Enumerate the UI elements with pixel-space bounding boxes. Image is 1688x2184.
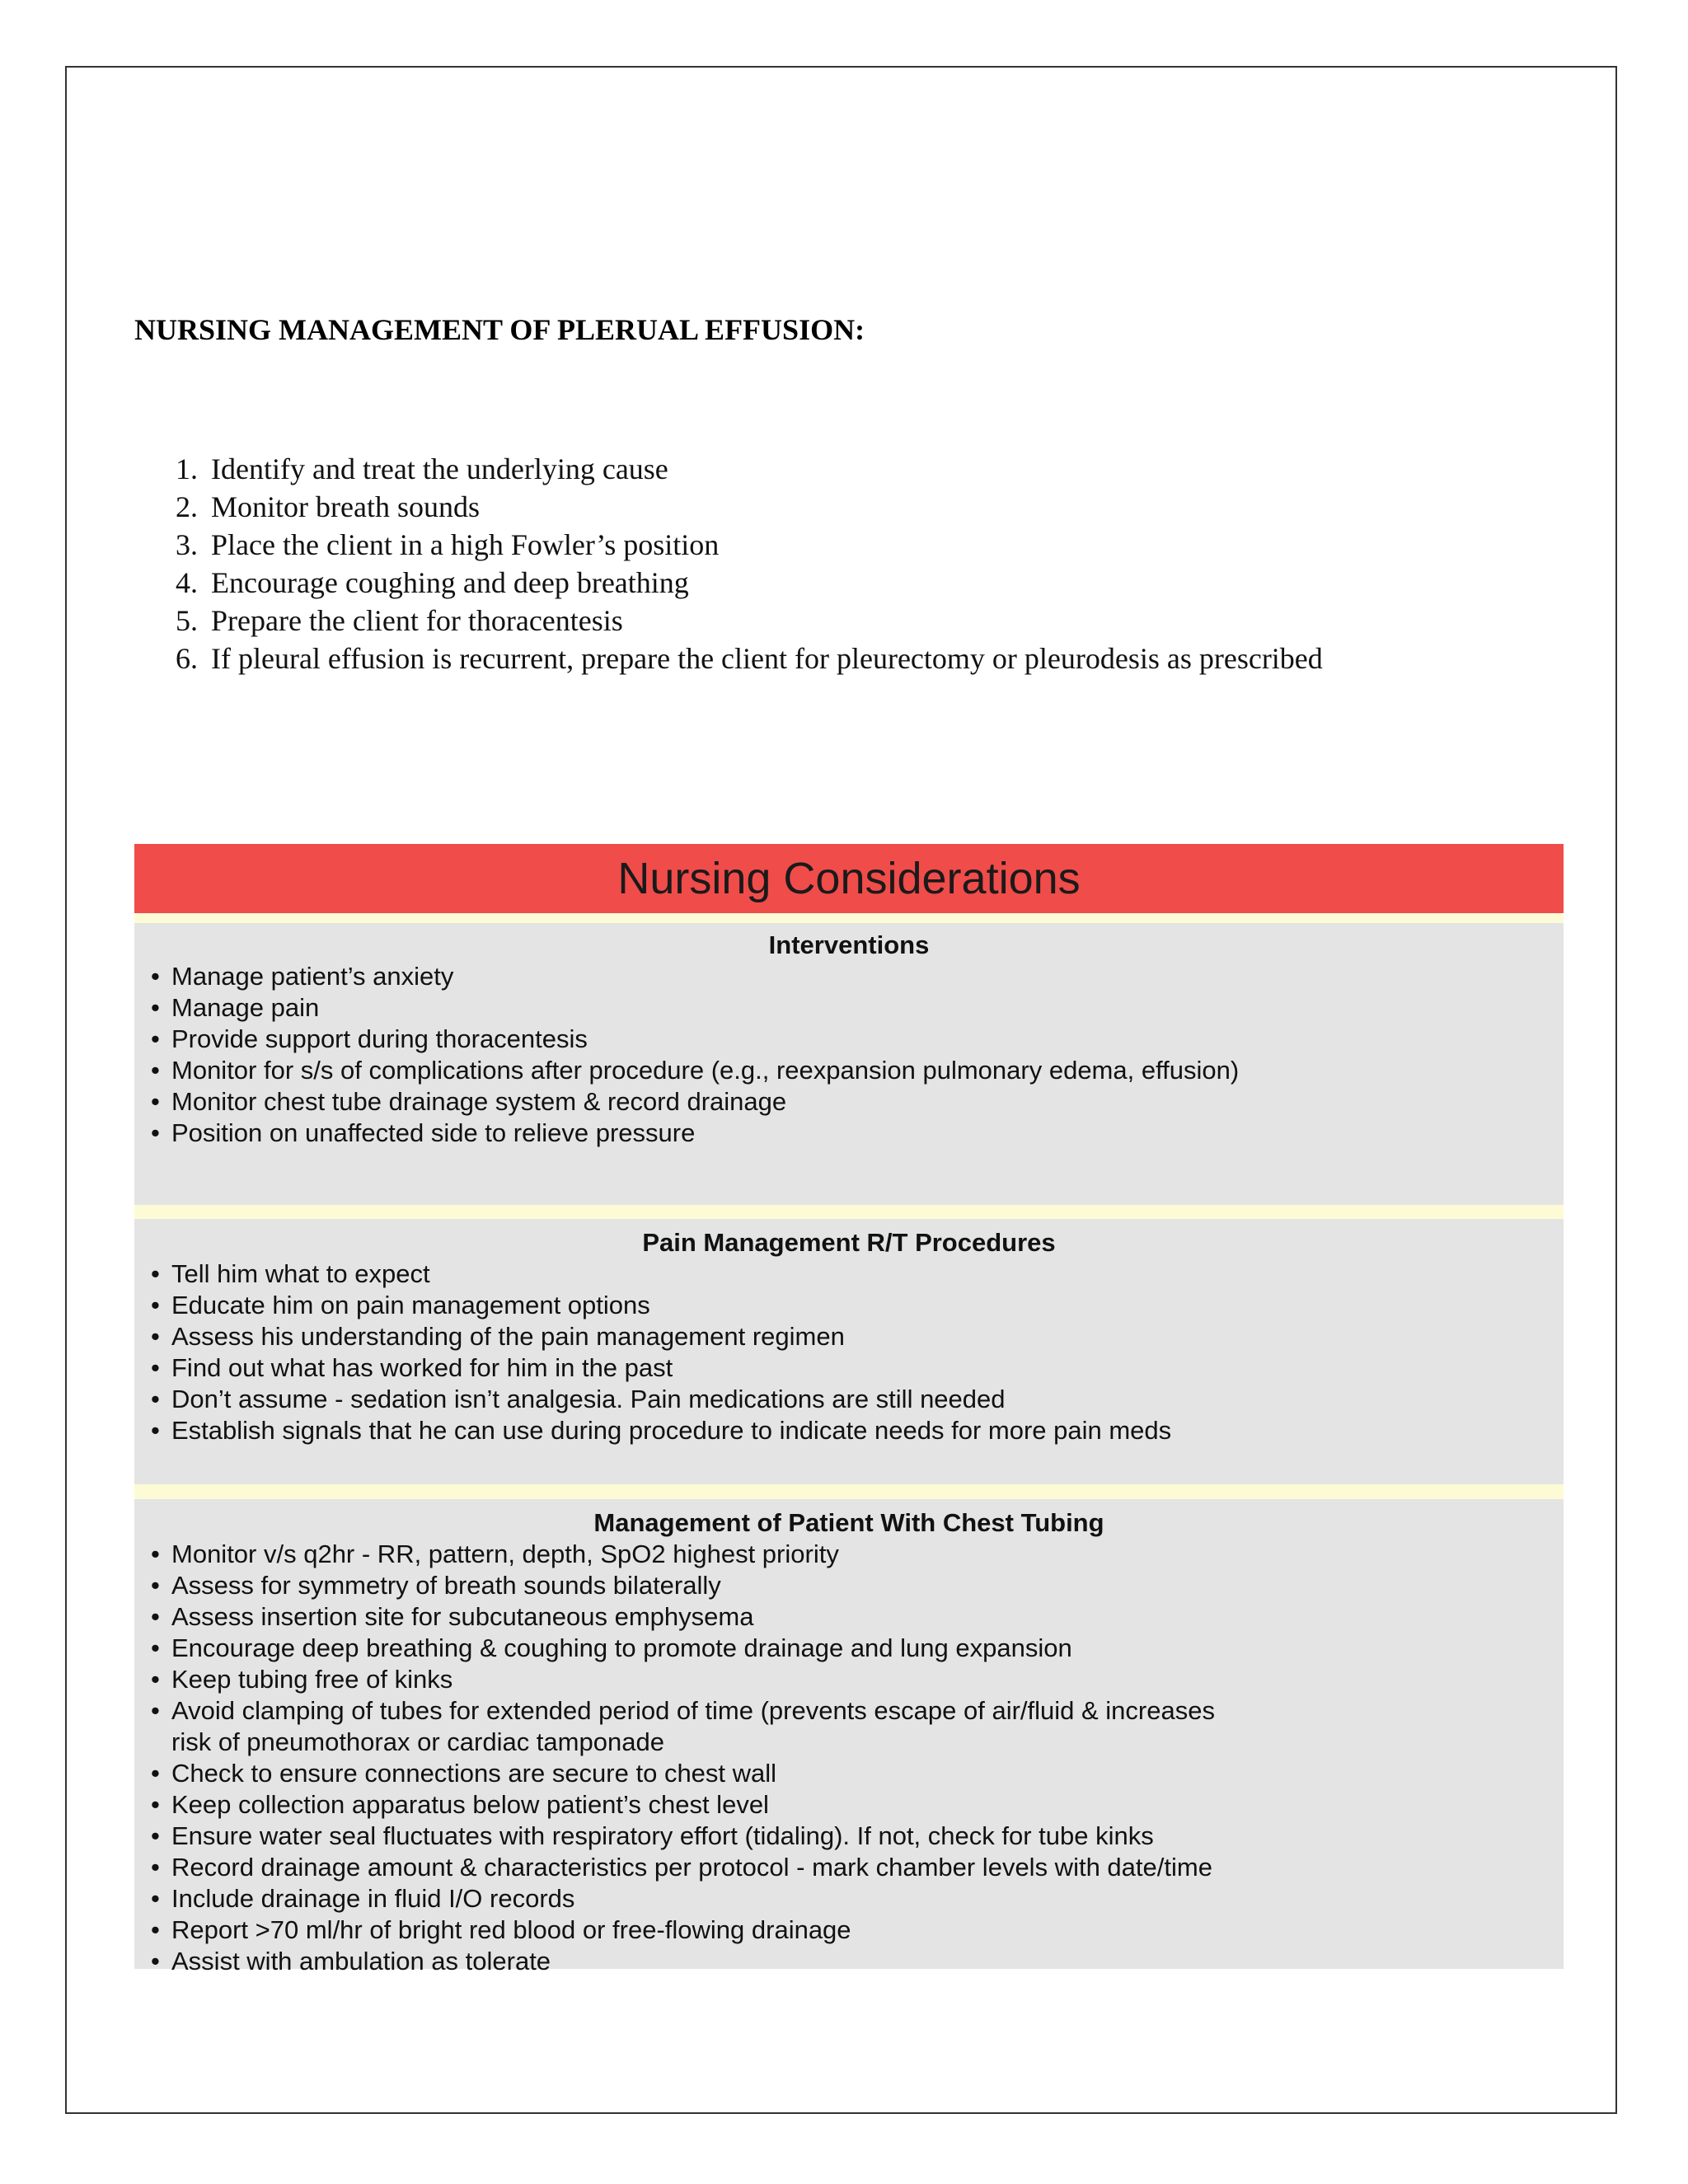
- item-text: Establish signals that he can use during procedure to indicate needs for more pain meds: [171, 1416, 1172, 1445]
- bullet: •: [151, 1385, 160, 1413]
- list-item: [134, 450, 1323, 488]
- item-text: Keep tubing free of kinks: [171, 1665, 453, 1694]
- bullet: •: [151, 1696, 160, 1725]
- item-text: Don’t assume - sedation isn’t analgesia. Pain medications are still needed: [171, 1385, 1006, 1413]
- list-item: [134, 1055, 1564, 1086]
- list-number: 1.: [176, 452, 198, 485]
- list-item: [134, 1633, 1564, 1664]
- list-item: [134, 640, 1323, 677]
- list-text: Identify and treat the underlying cause: [211, 452, 668, 485]
- item-text: Find out what has worked for him in the past: [171, 1353, 673, 1382]
- document-heading: NURSING MANAGEMENT OF PLERUAL EFFUSION:: [134, 313, 865, 346]
- list-number: 4.: [176, 566, 198, 599]
- list-item: [134, 1024, 1564, 1055]
- list-item: [134, 1789, 1564, 1821]
- bullet: •: [151, 1353, 160, 1382]
- item-text: Assist with ambulation as tolerate: [171, 1947, 551, 1975]
- item-text: Assess insertion site for subcutaneous emphysema: [171, 1602, 754, 1631]
- list-text: If pleural effusion is recurrent, prepare the client for pleurectomy or pleurodesis as prescribed: [211, 642, 1323, 675]
- list-item: [134, 1290, 1564, 1321]
- bullet: •: [151, 1790, 160, 1819]
- interventions-section: [134, 923, 1564, 1205]
- item-text: Avoid clamping of tubes for extended period of time (prevents escape of air/fluid & increases: [171, 1696, 1215, 1725]
- bullet: •: [151, 1947, 160, 1975]
- bullet: •: [151, 1322, 160, 1351]
- bullet: •: [151, 1571, 160, 1600]
- list-item: [134, 1570, 1564, 1601]
- list-item: [134, 1883, 1564, 1915]
- list-number: 2.: [176, 490, 198, 523]
- item-text: Tell him what to expect: [171, 1259, 430, 1288]
- chest-tubing-section: [134, 1499, 1564, 1975]
- item-text: Monitor v/s q2hr - RR, pattern, depth, SpO2 highest priority: [171, 1540, 839, 1568]
- list-text: Monitor breath sounds: [211, 490, 480, 523]
- list-item: [134, 1118, 1564, 1149]
- considerations-banner: Nursing Considerations: [134, 844, 1564, 913]
- chest-tubing-list: [134, 1539, 1564, 1977]
- item-text: Manage patient’s anxiety: [171, 962, 454, 991]
- bullet: •: [151, 1633, 160, 1662]
- bullet: •: [151, 993, 160, 1022]
- list-item: [134, 1539, 1564, 1570]
- list-item: [134, 992, 1564, 1024]
- list-text: Place the client in a high Fowler’s position: [211, 528, 720, 561]
- list-item: [134, 1946, 1564, 1977]
- list-text: Prepare the client for thoracentesis: [211, 604, 623, 637]
- bullet: •: [151, 1291, 160, 1319]
- list-item: [134, 1086, 1564, 1118]
- list-number: 3.: [176, 528, 198, 561]
- list-item: [134, 961, 1564, 992]
- item-text: Report >70 ml/hr of bright red blood or free-flowing drainage: [171, 1915, 851, 1944]
- bullet: •: [151, 1087, 160, 1116]
- item-text: Encourage deep breathing & coughing to promote drainage and lung expansion: [171, 1633, 1072, 1662]
- item-text: Monitor for s/s of complications after procedure (e.g., reexpansion pulmonary edema, effusion): [171, 1056, 1240, 1085]
- bullet: •: [151, 1853, 160, 1882]
- list-number: 5.: [176, 604, 198, 637]
- list-number: 6.: [176, 642, 198, 675]
- list-item: [134, 564, 1323, 602]
- list-item: [134, 1915, 1564, 1946]
- item-text: Include drainage in fluid I/O records: [171, 1884, 575, 1913]
- list-item: [134, 526, 1323, 564]
- list-item: [134, 1321, 1564, 1352]
- item-text: Position on unaffected side to relieve pressure: [171, 1118, 696, 1147]
- bullet: •: [151, 1056, 160, 1085]
- list-item: [134, 1384, 1564, 1415]
- bullet: •: [151, 1884, 160, 1913]
- item-text: Manage pain: [171, 993, 320, 1022]
- list-item: [134, 1352, 1564, 1384]
- bullet: •: [151, 1259, 160, 1288]
- item-text: Monitor chest tube drainage system & record drainage: [171, 1087, 787, 1116]
- list-item: [134, 1821, 1564, 1852]
- bullet: •: [151, 1665, 160, 1694]
- section-title: Interventions: [768, 930, 930, 959]
- section-title: Management of Patient With Chest Tubing: [593, 1508, 1104, 1537]
- nursing-steps-list: [134, 450, 1323, 677]
- list-item: [134, 488, 1323, 526]
- list-item: [134, 1758, 1564, 1789]
- list-item: [134, 1601, 1564, 1633]
- item-text: Provide support during thoracentesis: [171, 1024, 588, 1053]
- section-title: Pain Management R/T Procedures: [642, 1228, 1056, 1257]
- list-item: [134, 1415, 1564, 1446]
- item-text: Assess his understanding of the pain management regimen: [171, 1322, 845, 1351]
- list-item: [134, 1258, 1564, 1290]
- bullet: •: [151, 1024, 160, 1053]
- bullet: •: [151, 1540, 160, 1568]
- item-text: Assess for symmetry of breath sounds bilaterally: [171, 1571, 721, 1600]
- list-item: [134, 1695, 1564, 1758]
- item-text: Ensure water seal fluctuates with respiratory effort (tidaling). If not, check for tube kinks: [171, 1821, 1154, 1850]
- item-text: Keep collection apparatus below patient’s chest level: [171, 1790, 769, 1819]
- nursing-considerations-graphic: [134, 844, 1564, 1975]
- item-text: Record drainage amount & characteristics per protocol - mark chamber levels with date/time: [171, 1853, 1212, 1882]
- bullet: •: [151, 962, 160, 991]
- item-text: Educate him on pain management options: [171, 1291, 650, 1319]
- list-text: Encourage coughing and deep breathing: [211, 566, 689, 599]
- list-item: [134, 1664, 1564, 1695]
- bullet: •: [151, 1602, 160, 1631]
- interventions-list: [134, 961, 1564, 1149]
- bullet: •: [151, 1416, 160, 1445]
- pain-management-list: [134, 1258, 1564, 1446]
- bullet: •: [151, 1759, 160, 1788]
- bullet: •: [151, 1915, 160, 1944]
- item-text: Check to ensure connections are secure to chest wall: [171, 1759, 777, 1788]
- list-item: [134, 602, 1323, 640]
- bullet: •: [151, 1821, 160, 1850]
- list-item: [134, 1852, 1564, 1883]
- item-text-continuation: risk of pneumothorax or cardiac tamponade: [171, 1727, 664, 1756]
- bullet: •: [151, 1118, 160, 1147]
- pain-management-section: [134, 1219, 1564, 1484]
